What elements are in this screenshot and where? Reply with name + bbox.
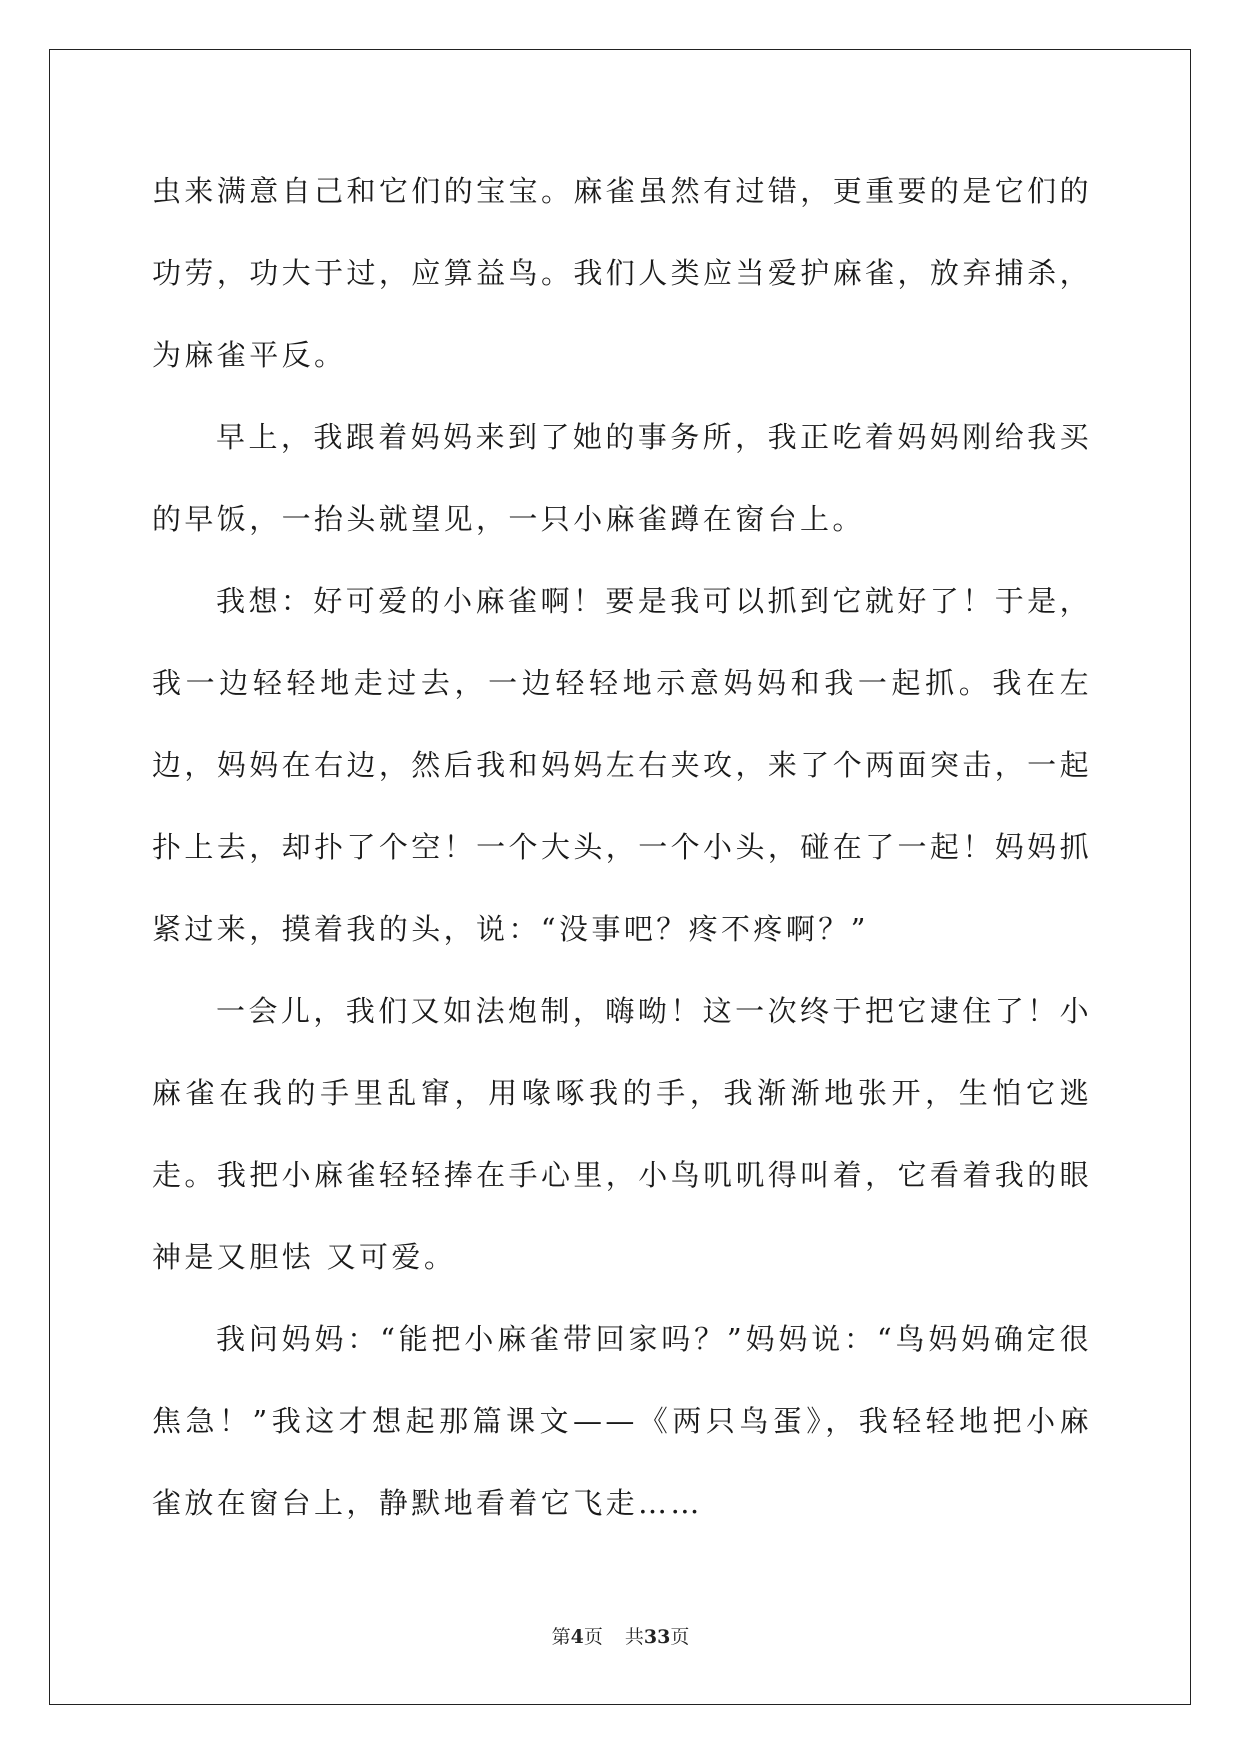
footer-total-suffix: 页: [670, 1626, 690, 1648]
current-page-number: 4: [570, 1626, 584, 1648]
footer-page-suffix: 页: [583, 1626, 603, 1648]
page-footer: [0, 1622, 1241, 1649]
total-page-count: 33: [643, 1626, 671, 1648]
paragraph-3: 我想：好可爱的小麻雀啊！要是我可以抓到它就好了！于是，我一边轻轻地走过去，一边轻轻地示意妈妈和我一起抓。我在左边，妈妈在右边，然后我和妈妈左右夹攻，来了个两面突击，一起扑上去，却扑了个空！一个大头，一个小头，碰在了一起！妈妈抓紧过来，摸着我的头，说：“没事吧？疼不疼啊？”: [152, 584, 1092, 946]
document-body: [152, 150, 1092, 1544]
footer-total-prefix: 共: [624, 1626, 644, 1648]
footer-prefix: 第: [551, 1626, 571, 1648]
paragraph-4: 一会儿，我们又如法炮制，嗨呦！这一次终于把它逮住了！小麻雀在我的手里乱窜，用喙啄我的手，我渐渐地张开，生怕它逃走。我把小麻雀轻轻捧在手心里，小鸟叽叽得叫着，它看着我的眼神是又胆怯 又可爱。: [152, 994, 1092, 1274]
paragraph-2: 早上，我跟着妈妈来到了她的事务所，我正吃着妈妈刚给我买的早饭，一抬头就望见，一只小麻雀蹲在窗台上。: [152, 420, 1092, 536]
paragraph-1: 虫来满意自己和它们的宝宝。麻雀虽然有过错，更重要的是它们的功劳，功大于过，应算益鸟。我们人类应当爱护麻雀，放弃捕杀，为麻雀平反。: [152, 174, 1092, 372]
paragraph-5: 我问妈妈：“能把小麻雀带回家吗？”妈妈说：“鸟妈妈确定很焦急！”我这才想起那篇课文——《两只鸟蛋》，我轻轻地把小麻雀放在窗台上，静默地看着它飞走……: [152, 1322, 1092, 1520]
